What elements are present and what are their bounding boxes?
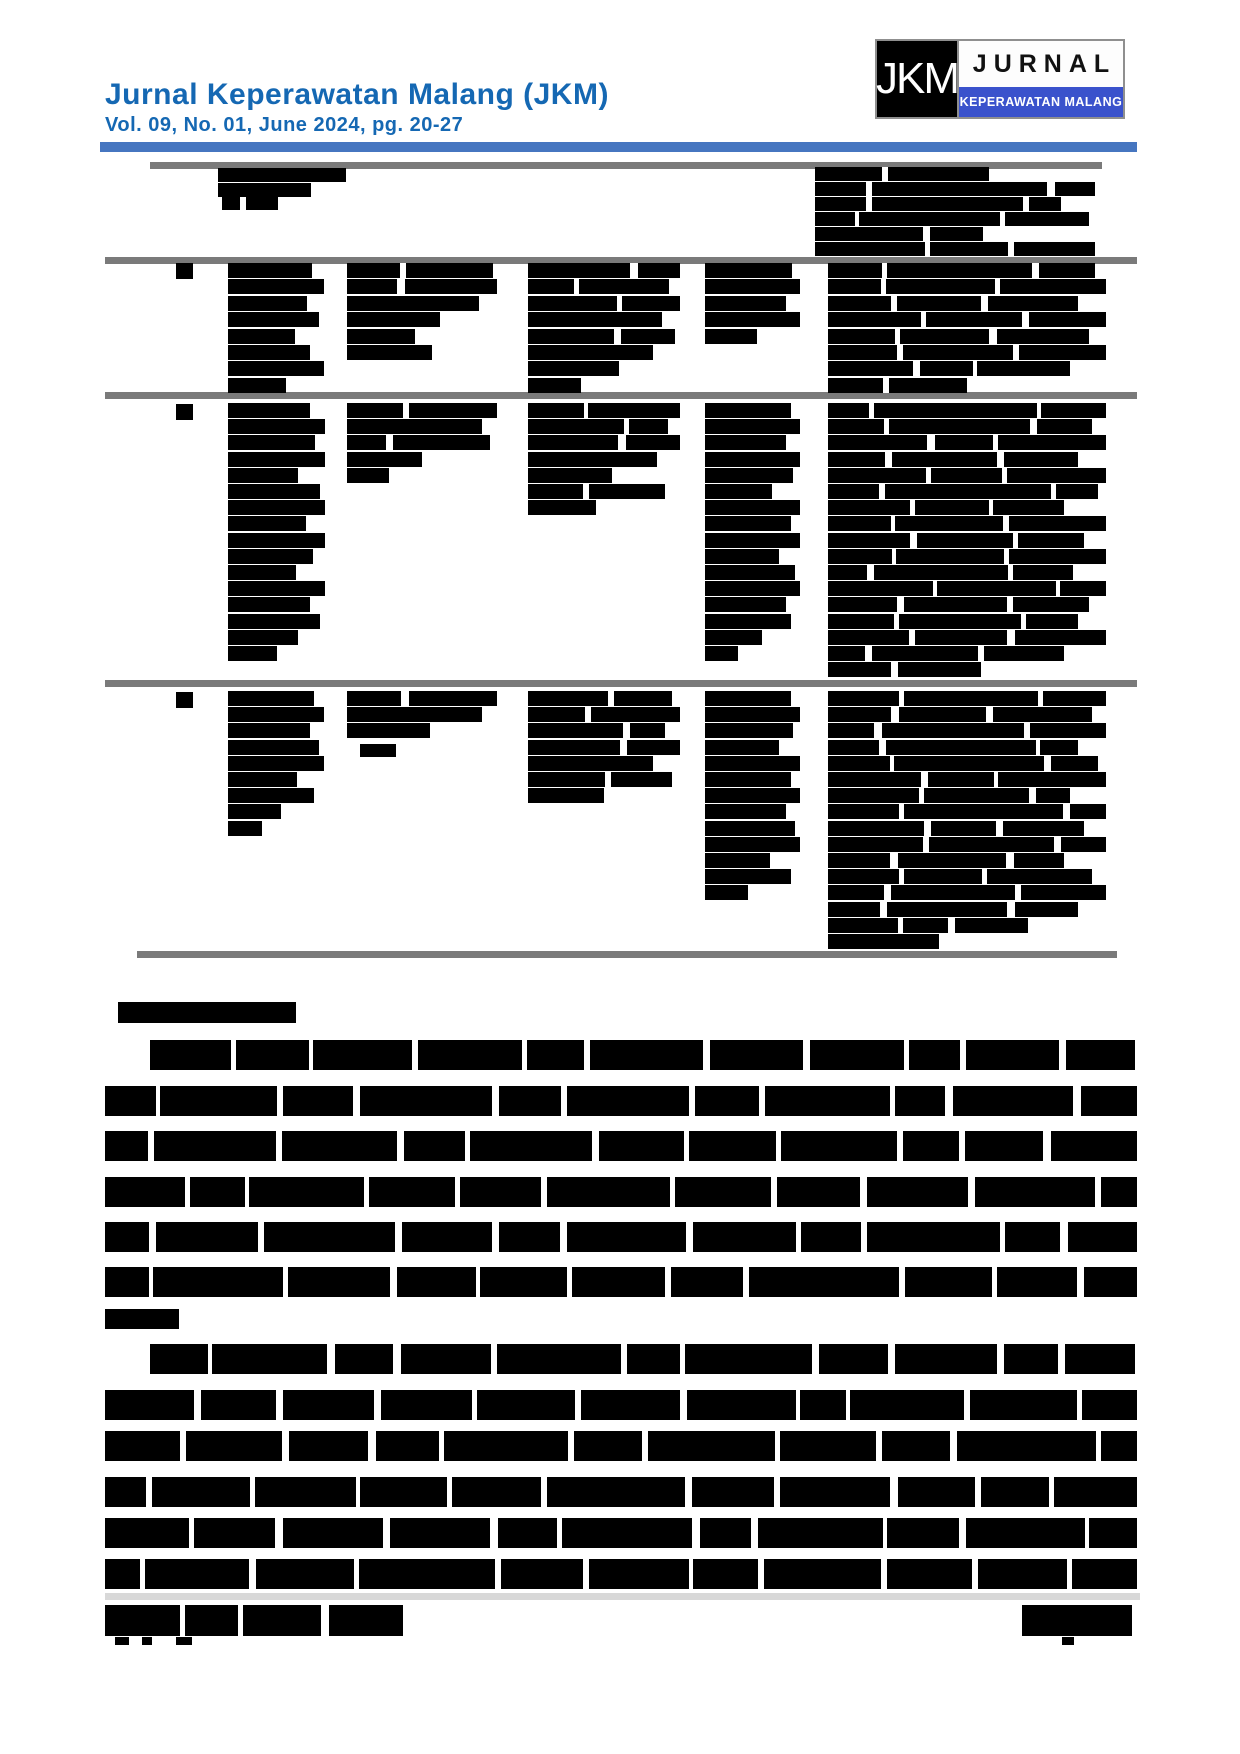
redacted-text — [228, 500, 325, 515]
redacted-text — [705, 614, 791, 629]
redacted-text — [828, 361, 1070, 376]
redacted-text — [105, 1390, 1137, 1420]
redacted-text — [347, 296, 479, 311]
redacted-text — [228, 435, 315, 450]
table-rule — [105, 392, 1137, 399]
redacted-text — [828, 837, 1106, 852]
redacted-text — [705, 263, 792, 278]
redacted-text — [528, 345, 653, 360]
redacted-text — [176, 1637, 192, 1645]
redacted-text — [828, 549, 1106, 564]
redacted-text — [815, 242, 1095, 256]
redacted-text — [705, 516, 791, 531]
redacted-text — [228, 403, 310, 418]
redacted-text — [828, 279, 1106, 294]
redacted-text — [105, 1131, 1137, 1161]
redacted-text — [828, 902, 1078, 917]
redacted-text — [815, 212, 1089, 226]
redacted-text — [228, 419, 325, 434]
redacted-text — [705, 740, 779, 755]
redacted-text — [705, 788, 800, 803]
redacted-text — [828, 662, 981, 677]
redacted-text — [347, 329, 415, 344]
redacted-text — [705, 484, 772, 499]
redacted-text — [228, 723, 310, 738]
redacted-text — [347, 707, 482, 722]
redacted-text — [228, 707, 324, 722]
redacted-text — [105, 1605, 403, 1636]
redacted-text — [528, 452, 657, 467]
redacted-text — [528, 707, 680, 722]
redacted-text — [828, 646, 1064, 661]
redacted-text — [705, 565, 795, 580]
redacted-text — [228, 263, 312, 278]
redacted-text — [528, 435, 680, 450]
redacted-text — [142, 1637, 152, 1645]
redacted-text — [150, 1344, 1135, 1374]
redacted-text — [705, 419, 800, 434]
redacted-text — [228, 581, 325, 596]
redacted-text — [828, 565, 1073, 580]
redacted-text — [828, 869, 1092, 884]
redacted-text — [528, 403, 680, 418]
redacted-text — [828, 329, 1089, 344]
redacted-text — [828, 934, 939, 949]
redacted-text — [528, 740, 680, 755]
redacted-text — [705, 468, 793, 483]
redacted-text — [347, 345, 432, 360]
redacted-text — [705, 630, 762, 645]
redacted-text — [528, 361, 619, 376]
redacted-text — [105, 1431, 1137, 1461]
redacted-text — [228, 565, 296, 580]
redacted-text — [828, 740, 1078, 755]
issue-info: Vol. 09, No. 01, June 2024, pg. 20-27 — [105, 114, 464, 136]
redacted-text — [828, 484, 1098, 499]
redacted-text — [228, 772, 297, 787]
redacted-text — [228, 821, 262, 836]
redacted-text — [828, 435, 1106, 450]
redacted-text — [105, 1477, 1137, 1507]
redacted-text — [176, 404, 193, 420]
redacted-text — [528, 756, 653, 771]
redacted-text — [228, 804, 281, 819]
redacted-text — [218, 183, 311, 197]
redacted-text — [228, 361, 324, 376]
redacted-text — [228, 549, 313, 564]
redacted-text — [815, 227, 983, 241]
redacted-text — [528, 263, 680, 278]
redacted-text — [347, 452, 422, 467]
redacted-text — [228, 788, 314, 803]
table-rule — [105, 680, 1137, 687]
redacted-text — [528, 788, 604, 803]
redacted-text — [705, 772, 791, 787]
redacted-text — [528, 484, 665, 499]
redacted-text — [528, 378, 581, 393]
redacted-text — [828, 614, 1078, 629]
redacted-text — [828, 345, 1106, 360]
redacted-text — [347, 312, 440, 327]
redacted-text — [105, 1177, 1137, 1207]
redacted-text — [528, 723, 665, 738]
redacted-text — [222, 197, 240, 210]
logo-word-jurnal: JURNAL — [959, 41, 1123, 87]
redacted-text — [228, 279, 324, 294]
redacted-text — [228, 452, 325, 467]
redacted-text — [228, 516, 306, 531]
redacted-text — [118, 1002, 296, 1023]
redacted-text — [828, 468, 1106, 483]
redacted-text — [828, 533, 1084, 548]
redacted-text — [347, 468, 389, 483]
redacted-text — [815, 167, 989, 181]
redacted-text — [828, 918, 1028, 933]
table-rule — [137, 951, 1117, 958]
redacted-text — [705, 646, 738, 661]
redacted-text — [828, 707, 1092, 722]
redacted-text — [105, 1309, 179, 1329]
logo-band-keperawatan-malang: KEPERAWATAN MALANG — [959, 87, 1123, 117]
redacted-text — [105, 1267, 1137, 1297]
redacted-text — [528, 419, 668, 434]
redacted-text — [115, 1637, 129, 1645]
redacted-text — [228, 630, 298, 645]
redacted-text — [828, 581, 1106, 596]
redacted-text — [705, 821, 795, 836]
redacted-text — [105, 1222, 1137, 1252]
redacted-text — [246, 197, 278, 210]
redacted-text — [828, 516, 1106, 531]
redacted-text — [705, 435, 786, 450]
redacted-text — [347, 723, 430, 738]
redacted-text — [828, 788, 1070, 803]
redacted-text — [347, 263, 493, 278]
redacted-text — [705, 804, 786, 819]
redacted-text — [528, 691, 672, 706]
redacted-text — [228, 756, 324, 771]
redacted-text — [228, 329, 295, 344]
redacted-text — [828, 772, 1106, 787]
redacted-text — [347, 419, 482, 434]
redacted-text — [150, 1040, 1135, 1070]
redacted-text — [705, 691, 791, 706]
redacted-text — [705, 549, 779, 564]
redacted-text — [105, 1086, 1137, 1116]
redacted-text — [228, 312, 319, 327]
redacted-text — [105, 1518, 1137, 1548]
redacted-text — [815, 182, 1095, 196]
redacted-text — [1062, 1637, 1074, 1645]
redacted-text — [705, 723, 793, 738]
redacted-text — [828, 821, 1084, 836]
redacted-text — [828, 500, 1064, 515]
redacted-text — [705, 533, 800, 548]
redacted-text — [705, 500, 800, 515]
redacted-text — [828, 804, 1106, 819]
redacted-text — [528, 500, 596, 515]
redacted-text — [705, 452, 800, 467]
redacted-text — [228, 646, 277, 661]
redacted-text — [228, 296, 307, 311]
redacted-text — [828, 312, 1106, 327]
redacted-text — [828, 296, 1078, 311]
redacted-text — [828, 378, 967, 393]
redacted-text — [705, 597, 786, 612]
redacted-text — [228, 597, 310, 612]
redacted-text — [228, 740, 319, 755]
redacted-text — [705, 403, 791, 418]
journal-title: Jurnal Keperawatan Malang (JKM) — [105, 78, 609, 111]
table-rule — [105, 1593, 1140, 1600]
redacted-text — [176, 692, 193, 708]
redacted-text — [705, 312, 800, 327]
redacted-text — [347, 279, 497, 294]
redacted-text — [705, 837, 800, 852]
redacted-text — [218, 168, 346, 182]
redacted-text — [705, 756, 800, 771]
redacted-text — [705, 869, 791, 884]
redacted-text — [228, 484, 320, 499]
redacted-text — [828, 630, 1106, 645]
redacted-text — [828, 403, 1106, 418]
redacted-text — [528, 772, 672, 787]
redacted-text — [705, 707, 800, 722]
redacted-text — [105, 1559, 1137, 1589]
redacted-text — [705, 581, 800, 596]
redacted-text — [828, 597, 1089, 612]
redacted-text — [705, 329, 757, 344]
redacted-text — [705, 279, 800, 294]
redacted-text — [228, 533, 325, 548]
redacted-text — [828, 452, 1078, 467]
redacted-text — [705, 853, 770, 868]
redacted-text — [347, 403, 497, 418]
redacted-text — [828, 263, 1095, 278]
redacted-text — [228, 468, 298, 483]
redacted-text — [528, 468, 612, 483]
redacted-text — [828, 853, 1064, 868]
redacted-text — [176, 263, 193, 279]
redacted-text — [228, 345, 310, 360]
redacted-text — [228, 378, 286, 393]
redacted-text — [528, 296, 680, 311]
redacted-text — [347, 435, 490, 450]
redacted-text — [228, 691, 314, 706]
redacted-text — [705, 296, 786, 311]
logo-acronym: JKM — [877, 41, 957, 117]
redacted-text — [815, 197, 1061, 211]
redacted-text — [828, 723, 1106, 738]
redacted-text — [705, 885, 748, 900]
redacted-text — [1022, 1605, 1132, 1636]
redacted-text — [528, 279, 669, 294]
redacted-text — [528, 329, 675, 344]
redacted-text — [828, 756, 1098, 771]
redacted-text — [828, 885, 1106, 900]
redacted-text — [828, 691, 1106, 706]
redacted-text — [828, 419, 1092, 434]
redacted-text — [228, 614, 320, 629]
redacted-text — [528, 312, 662, 327]
redacted-text — [360, 744, 396, 757]
redacted-text — [347, 691, 497, 706]
